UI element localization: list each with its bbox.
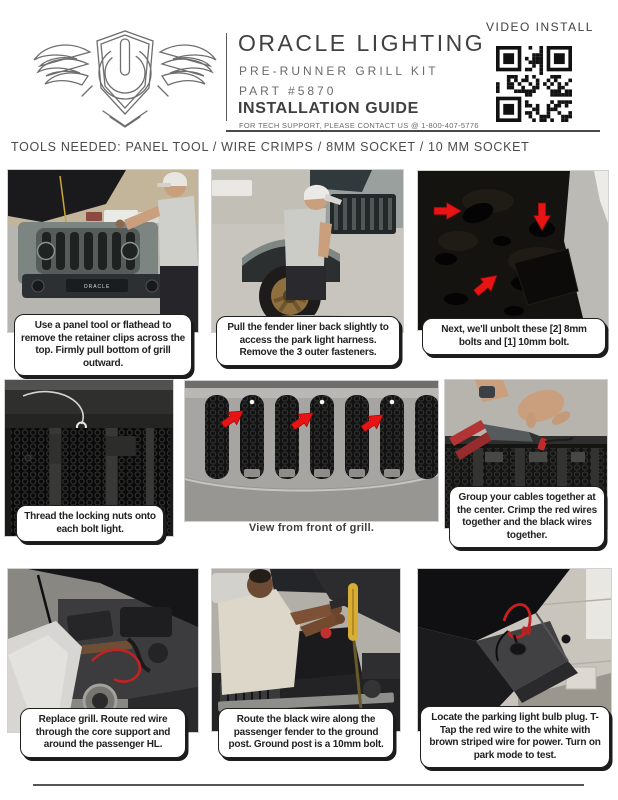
step-9-caption: Locate the parking light bulb plug. T-Tap the red wire to the white with brown striped wire for power. Turn on park mode to test. (420, 706, 610, 768)
support-line: FOR TECH SUPPORT, PLEASE CONTACT US @ 1-800-407-5776 (239, 121, 479, 130)
brand-title: ORACLE LIGHTING (238, 30, 486, 56)
footer-rule (33, 784, 584, 786)
product-name: PRE-RUNNER GRILL KIT (239, 64, 439, 78)
qr-code (496, 46, 572, 122)
step-3-photo (418, 171, 608, 330)
step-5-caption: View from front of grill. (248, 522, 375, 534)
part-number: PART #5870 (239, 84, 337, 98)
video-install-label: VIDEO INSTALL (486, 20, 594, 34)
step-6-caption: Group your cables together at the center. Crimp the red wires together and the black wires together. (449, 486, 605, 548)
step-8-photo (212, 569, 400, 731)
step-1-caption: Use a panel tool or flathead to remove the retainer clips across the top. Firmly pull bottom of grill outward. (14, 314, 192, 376)
tools-needed-line: TOOLS NEEDED: PANEL TOOL / WIRE CRIMPS / 8MM SOCKET / 10 MM SOCKET (11, 140, 530, 154)
step-2-photo (212, 170, 403, 332)
svg-text:ORACLE: ORACLE (83, 284, 111, 290)
step-8-caption: Route the black wire along the passenger fender to the ground post. Ground post is a 10mm bolt. (218, 708, 394, 758)
oracle-winged-power-button-logo (30, 26, 220, 128)
guide-title: INSTALLATION GUIDE (238, 100, 419, 117)
header-divider (226, 33, 227, 121)
step-2-caption: Pull the fender liner back slightly to access the park light harness. Remove the 3 outer fasteners. (216, 316, 400, 366)
step-7-caption: Replace grill. Route red wire through the core support and around the passenger HL. (20, 708, 186, 758)
header-rule (226, 130, 600, 132)
step-3-caption: Next, we'll unbolt these [2] 8mm bolts and [1] 10mm bolt. (422, 318, 606, 355)
step-5-photo (185, 381, 438, 521)
step-4-caption: Thread the locking nuts onto each bolt light. (16, 505, 164, 542)
step-1-photo (8, 170, 198, 332)
